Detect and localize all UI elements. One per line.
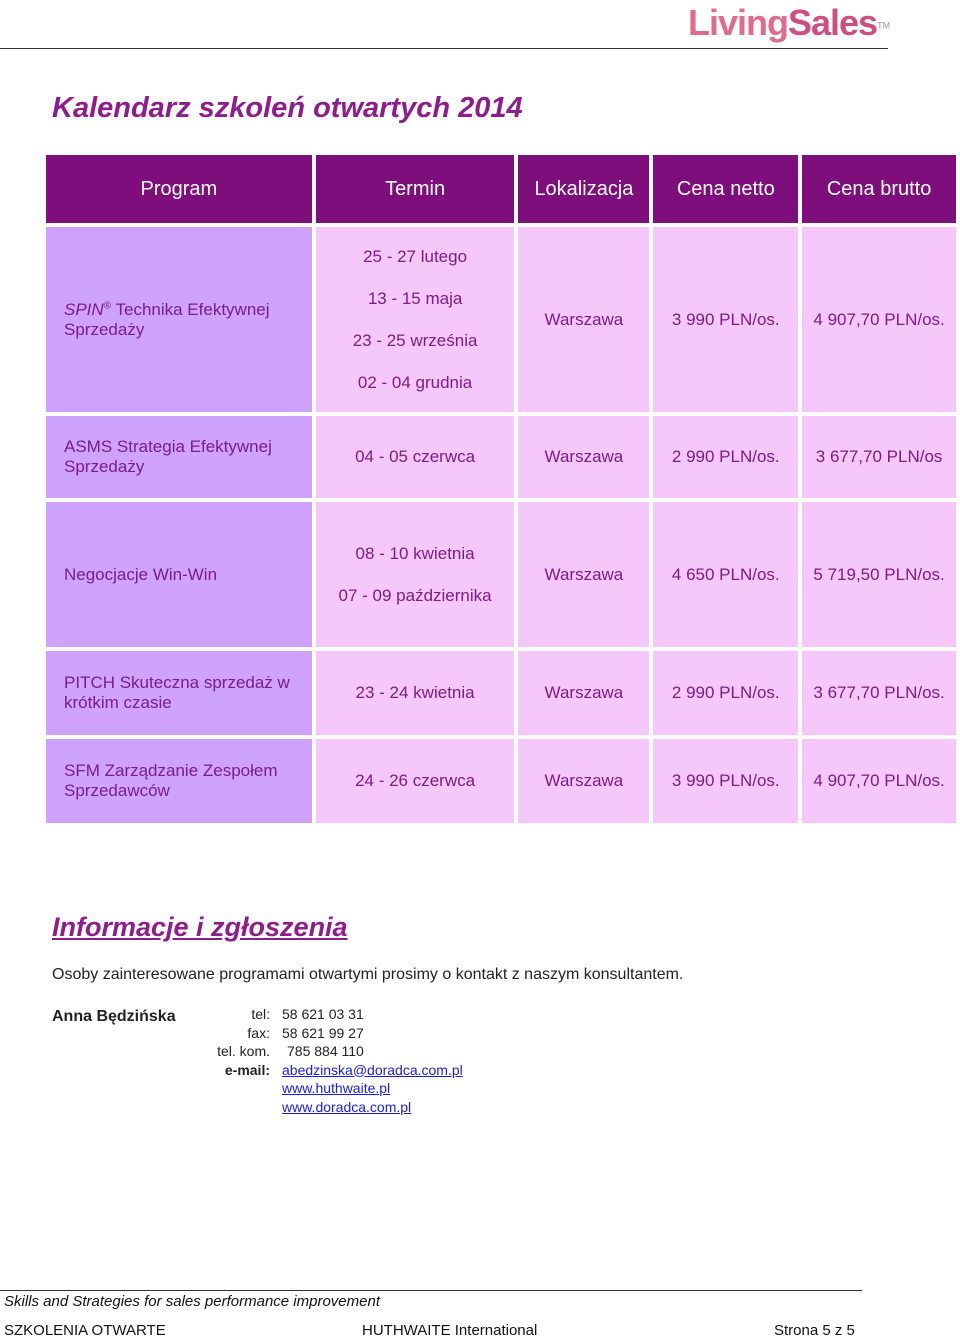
date-item: 23 - 25 września bbox=[352, 330, 478, 350]
date-item: 25 - 27 lutego bbox=[363, 246, 468, 266]
logo-word-sales: Sales bbox=[788, 2, 878, 43]
logo-trademark: TM bbox=[877, 20, 891, 31]
table-header-row bbox=[46, 155, 956, 223]
contact-row-fax bbox=[190, 1024, 463, 1043]
program-name: Technika Efektywnej Sprzedaży bbox=[64, 299, 270, 339]
contact-row-email bbox=[190, 1061, 463, 1080]
net-price-cell: 3 990 PLN/os. bbox=[653, 227, 798, 412]
dates-cell: 04 - 05 czerwca bbox=[316, 416, 515, 498]
contact-row-www1 bbox=[190, 1079, 463, 1098]
program-cell: SFM Zarządzanie Zespołem Sprzedawców bbox=[46, 739, 312, 823]
contact-name: Anna Będzińska bbox=[52, 1008, 176, 1025]
website-link-huthwaite[interactable]: www.huthwaite.pl bbox=[282, 1080, 391, 1096]
gross-price-cell: 3 677,70 PLN/os bbox=[802, 416, 956, 498]
page-title: Kalendarz szkoleń otwartych 2014 bbox=[52, 92, 523, 124]
table-row bbox=[46, 739, 956, 823]
tel-label: tel: bbox=[251, 1006, 270, 1022]
program-cell: PITCH Skuteczna sprzedaż w krótkim czasie bbox=[46, 651, 312, 735]
date-item: 07 - 09 października bbox=[338, 585, 492, 605]
location-cell: Warszawa bbox=[518, 739, 649, 823]
section-title: Informacje i zgłoszenia bbox=[52, 912, 348, 942]
dates-cell: 23 - 24 kwietnia bbox=[316, 651, 515, 735]
email-label: e-mail: bbox=[224, 1061, 270, 1078]
program-cell: Negocjacje Win-Win bbox=[46, 502, 312, 647]
location-cell: Warszawa bbox=[518, 651, 649, 735]
program-cell bbox=[46, 227, 312, 412]
mobile-label: tel. kom. bbox=[217, 1043, 270, 1059]
gross-price-cell: 3 677,70 PLN/os. bbox=[802, 651, 956, 735]
website-link-doradca[interactable]: www.doradca.com.pl bbox=[282, 1098, 412, 1115]
date-item: 13 - 15 maja bbox=[367, 288, 463, 308]
table-row bbox=[46, 227, 956, 412]
logo-word-living: Living bbox=[688, 2, 788, 43]
gross-price-cell: 5 719,50 PLN/os. bbox=[802, 502, 956, 647]
date-item: 02 - 04 grudnia bbox=[357, 372, 473, 392]
header-cena-netto: Cena netto bbox=[653, 155, 798, 223]
contact-row-mobile bbox=[190, 1042, 463, 1061]
net-price-cell: 3 990 PLN/os. bbox=[653, 739, 798, 823]
location-cell: Warszawa bbox=[518, 502, 649, 647]
location-cell: Warszawa bbox=[518, 416, 649, 498]
gross-price-cell: 4 907,70 PLN/os. bbox=[802, 739, 956, 823]
program-prefix: SPIN bbox=[64, 299, 104, 319]
footer-page-number: Strona 5 z 5 bbox=[774, 1322, 855, 1339]
dates-cell: 24 - 26 czerwca bbox=[316, 739, 515, 823]
dates-cell bbox=[316, 502, 515, 647]
date-item: 08 - 10 kwietnia bbox=[355, 543, 475, 563]
net-price-cell: 2 990 PLN/os. bbox=[653, 651, 798, 735]
header-program: Program bbox=[46, 155, 312, 223]
table-row bbox=[46, 651, 956, 735]
contact-details bbox=[190, 1005, 463, 1116]
net-price-cell: 2 990 PLN/os. bbox=[653, 416, 798, 498]
header-divider bbox=[0, 48, 888, 49]
dates-cell bbox=[316, 227, 515, 412]
registered-mark: ® bbox=[103, 299, 112, 311]
footer-center: HUTHWAITE International bbox=[362, 1322, 538, 1339]
contact-row-tel bbox=[190, 1005, 463, 1024]
tel-value: 58 621 03 31 bbox=[282, 1006, 364, 1022]
footer-divider bbox=[0, 1290, 862, 1291]
net-price-cell: 4 650 PLN/os. bbox=[653, 502, 798, 647]
header-cena-brutto: Cena brutto bbox=[802, 155, 956, 223]
footer-tagline: Skills and Strategies for sales performance improvement bbox=[4, 1293, 380, 1310]
table-row bbox=[46, 416, 956, 498]
training-calendar-table bbox=[42, 151, 960, 827]
mobile-value: 785 884 110 bbox=[287, 1043, 364, 1059]
fax-value: 58 621 99 27 bbox=[282, 1024, 364, 1041]
contact-row-www2 bbox=[190, 1098, 463, 1117]
footer-left: SZKOLENIA OTWARTE bbox=[4, 1322, 166, 1339]
email-link[interactable]: abedzinska@doradca.com.pl bbox=[282, 1061, 463, 1078]
gross-price-cell: 4 907,70 PLN/os. bbox=[802, 227, 956, 412]
header-termin: Termin bbox=[316, 155, 515, 223]
table-row bbox=[46, 502, 956, 647]
program-cell: ASMS Strategia Efektywnej Sprzedaży bbox=[46, 416, 312, 498]
location-cell: Warszawa bbox=[518, 227, 649, 412]
contact-intro: Osoby zainteresowane programami otwartymi prosimy o kontakt z naszym konsultantem. bbox=[52, 966, 684, 983]
living-sales-logo bbox=[688, 2, 891, 44]
header-lokalizacja: Lokalizacja bbox=[518, 155, 649, 223]
fax-label: fax: bbox=[247, 1024, 270, 1041]
